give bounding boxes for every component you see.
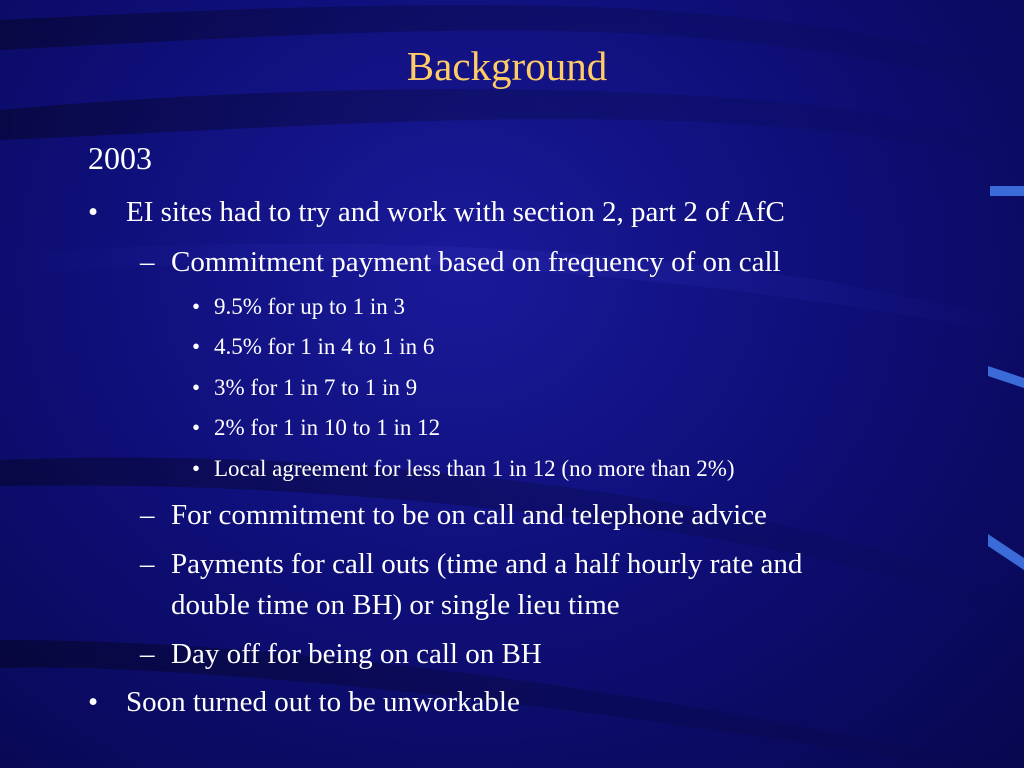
sub-bullet-text: For commitment to be on call and telephone advice xyxy=(171,499,767,531)
sub-bullet-text-line-2: double time on BH) or single lieu time xyxy=(171,589,620,621)
rate-item-text: 4.5% for 1 in 4 to 1 in 6 xyxy=(214,334,435,359)
dash-marker: – xyxy=(140,499,155,531)
dash-marker: – xyxy=(140,548,155,580)
slide-title: Background xyxy=(406,43,608,89)
bullet-text: Soon turned out to be unworkable xyxy=(126,686,520,718)
rate-item-text: 2% for 1 in 10 to 1 in 12 xyxy=(214,415,441,440)
rate-item-text: 9.5% for up to 1 in 3 xyxy=(214,294,406,319)
dash-marker: – xyxy=(140,246,155,278)
sub-bullet-text: Commitment payment based on frequency of on call xyxy=(171,246,781,278)
bullet-text: EI sites had to try and work with section 2, part 2 of AfC xyxy=(126,196,785,228)
sub-bullet-text: Day off for being on call on BH xyxy=(171,638,542,670)
rate-item-text: Local agreement for less than 1 in 12 (no more than 2%) xyxy=(214,456,735,481)
small-bullet-marker: • xyxy=(192,456,201,481)
small-bullet-marker: • xyxy=(192,334,201,359)
sub-bullet-text-line-1: Payments for call outs (time and a half hourly rate and xyxy=(171,548,803,580)
small-bullet-marker: • xyxy=(192,375,201,400)
bullet-marker: • xyxy=(88,686,99,718)
rate-item-text: 3% for 1 in 7 to 1 in 9 xyxy=(214,375,418,400)
small-bullet-marker: • xyxy=(192,294,201,319)
bullet-marker: • xyxy=(88,196,99,228)
small-bullet-marker: • xyxy=(192,415,201,440)
year-heading: 2003 xyxy=(88,140,152,176)
dash-marker: – xyxy=(140,638,155,670)
